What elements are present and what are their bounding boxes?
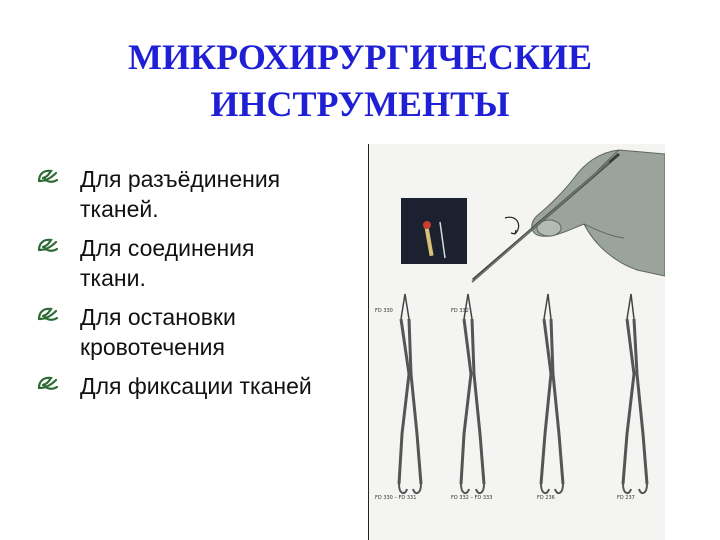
scissors-1 xyxy=(537,294,563,501)
svg-text:FD 332: FD 332 xyxy=(451,308,469,314)
bullet-item xyxy=(36,164,356,224)
bullet-item xyxy=(36,233,356,293)
leaf-bullet-icon xyxy=(36,371,80,405)
bullet-text-line-2: кровотечения xyxy=(80,334,225,360)
bullet-text-line-1: Для разъёдинения xyxy=(80,166,281,192)
match-comparison-inset xyxy=(401,198,467,264)
svg-text:FD 332 – FD 333: FD 332 – FD 333 xyxy=(451,495,493,501)
leaf-bullet-icon xyxy=(36,233,80,267)
bullet-text-line-1: Для остановки xyxy=(80,304,236,330)
bullet-list xyxy=(36,164,356,414)
bullet-item xyxy=(36,371,356,405)
instruments-illustration xyxy=(369,144,665,540)
bullet-text-line-1: Для фиксации тканей xyxy=(80,373,312,399)
slide-title-line-2: ИНСТРУМЕНТЫ xyxy=(210,84,510,124)
scissors-2 xyxy=(617,294,647,501)
needle-holder-1 xyxy=(375,294,421,501)
svg-text:FD 330 – FD 331: FD 330 – FD 331 xyxy=(375,495,417,501)
bullet-text xyxy=(80,164,280,224)
needle-holder-2 xyxy=(451,294,492,501)
svg-text:FD 236: FD 236 xyxy=(537,495,555,501)
slide-title-line-1: МИКРОХИРУРГИЧЕСКИЕ xyxy=(127,37,592,77)
slide-title xyxy=(0,34,720,128)
instruments-photo xyxy=(368,144,665,540)
leaf-bullet-icon xyxy=(36,302,80,336)
bullet-text xyxy=(80,371,312,401)
svg-text:FD 330: FD 330 xyxy=(375,308,393,314)
bullet-text-line-1: Для соединения xyxy=(80,235,255,261)
bullet-item xyxy=(36,302,356,362)
bullet-text-line-2: ткани. xyxy=(80,265,146,291)
leaf-bullet-icon xyxy=(36,164,80,198)
svg-text:FD 237: FD 237 xyxy=(617,495,635,501)
bullet-text xyxy=(80,302,236,362)
bullet-text-line-2: тканей. xyxy=(80,196,159,222)
bullet-text xyxy=(80,233,254,293)
hand-with-forceps-illustration xyxy=(472,150,665,282)
